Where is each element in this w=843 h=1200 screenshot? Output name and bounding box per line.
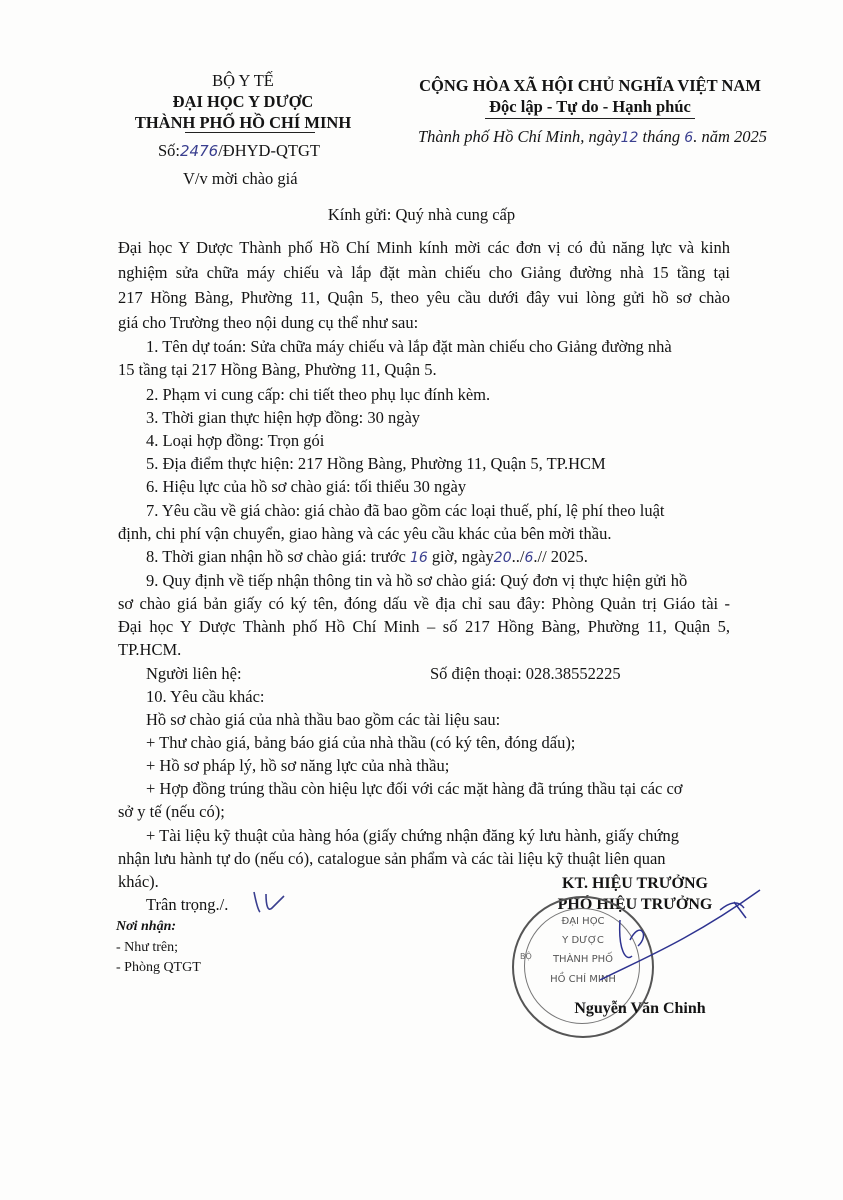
item-8-prefix: 8. Thời gian nhận hồ sơ chào giá: trước	[146, 547, 406, 566]
salutation: Kính gửi: Quý nhà cung cấp	[327, 205, 516, 224]
closing: Trân trọng./.	[146, 895, 229, 914]
place-prefix: Thành phố Hồ Chí Minh, ngày	[418, 127, 621, 146]
contact-phone: Số điện thoại: 028.38552225	[430, 664, 621, 683]
bullet-3-line-2: sở y tế (nếu có);	[118, 802, 225, 821]
item-1-line-2: 15 tầng tại 217 Hồng Bàng, Phường 11, Quận 5.	[118, 360, 437, 379]
stamp-line-3: THÀNH PHỐ	[552, 954, 614, 965]
item-8-mid: giờ, ngày	[431, 547, 494, 566]
bullet-4-line-1: + Tài liệu kỹ thuật của hàng hóa (giấy chứng nhận đăng ký lưu hành, giấy chứng	[146, 826, 679, 845]
month-label: tháng	[642, 127, 681, 146]
item-9-line-3: Đại học Y Dược Thành phố Hồ Chí Minh – số 217 Hồng Bàng, Phường 11, Quận 5,	[118, 617, 730, 636]
stamp-side: BỘ	[520, 952, 532, 961]
item-2: 2. Phạm vi cung cấp: chi tiết theo phụ lục đính kèm.	[146, 385, 491, 404]
official-signature	[560, 880, 790, 1000]
signature-role-2: PHÓ HIỆU TRƯỞNG	[557, 896, 713, 913]
document-number	[158, 140, 320, 162]
recipient-1: - Như trên;	[116, 940, 179, 955]
item-1-line-1: 1. Tên dự toán: Sửa chữa máy chiếu và lắp đặt màn chiếu cho Giảng đường nhà	[146, 337, 672, 356]
initials-signature	[250, 888, 290, 918]
date-day: 12	[620, 130, 639, 146]
item-3: 3. Thời gian thực hiện hợp đồng: 30 ngày	[146, 408, 421, 427]
number-suffix: /ĐHYD-QTGT	[218, 141, 320, 160]
university-name-line2: THÀNH PHỐ HỒ CHÍ MINH	[134, 113, 352, 132]
recipient-2: - Phòng QTGT	[116, 960, 201, 975]
item-4: 4. Loại hợp đồng: Trọn gói	[146, 431, 325, 450]
document-subject: V/v mời chào giá	[183, 169, 298, 188]
bullet-4-line-2: nhận lưu hành tự do (nếu có), catalogue sản phẩm và các tài liệu kỹ thuật liên quan	[118, 849, 666, 868]
item-8-month: 6	[524, 550, 534, 566]
item-10-intro: Hồ sơ chào giá của nhà thầu bao gồm các tài liệu sau:	[146, 710, 501, 729]
item-9-line-1: 9. Quy định về tiếp nhận thông tin và hồ sơ chào giá: Quý đơn vị thực hiện gửi hồ	[146, 571, 688, 590]
number-handwritten: 2476	[180, 142, 219, 160]
header-underline-right	[485, 118, 695, 119]
signature-role-1: KT. HIỆU TRƯỞNG	[562, 875, 708, 892]
item-8-suffix: / 2025.	[542, 547, 588, 566]
intro-line-3: 217 Hồng Bàng, Phường 11, Quận 5, theo yêu cầu dưới đây vui lòng gửi hồ sơ chào	[118, 288, 730, 307]
ministry-name: BỘ Y TẾ	[212, 71, 274, 90]
bullet-2: + Hồ sơ pháp lý, hồ sơ năng lực của nhà thầu;	[146, 756, 450, 775]
contact-label: Người liên hệ:	[146, 664, 242, 683]
intro-line-1: Đại học Y Dược Thành phố Hồ Chí Minh kính mời các đơn vị có đủ năng lực và kinh	[118, 238, 730, 257]
item-8: 8. Thời gian nhận hồ sơ chào giá: trước 16 giờ, ngày20../6.// 2025.	[146, 547, 588, 566]
item-7-line-1: 7. Yêu cầu về giá chào: giá chào đã bao gồm các loại thuế, phí, lệ phí theo luật	[146, 501, 665, 520]
item-10: 10. Yêu cầu khác:	[146, 687, 265, 706]
intro-line-2: nghiệm sửa chữa máy chiếu và lắp đặt màn chiếu cho Giảng đường nhà 15 tầng tại	[118, 263, 730, 282]
item-7-line-2: định, chi phí vận chuyển, giao hàng và các yêu cầu khác của bên mời thầu.	[118, 524, 612, 543]
stamp-line-2: Y DƯỢC	[562, 935, 604, 946]
signer-name: Nguyễn Văn Chinh	[574, 1000, 706, 1017]
nation-motto: Độc lập - Tự do - Hạnh phúc	[489, 97, 691, 116]
bullet-3-line-1: + Hợp đồng trúng thầu còn hiệu lực đối với các mặt hàng đã trúng thầu tại các cơ	[146, 779, 683, 798]
nation-title: CỘNG HÒA XÃ HỘI CHỦ NGHĨA VIỆT NAM	[419, 76, 761, 95]
stamp-line-4: HỒ CHÍ MINH	[550, 974, 616, 985]
date-year: . năm 2025	[693, 127, 767, 146]
item-6: 6. Hiệu lực của hồ sơ chào giá: tối thiểu 30 ngày	[146, 477, 467, 496]
stamp-line-1: ĐẠI HỌC	[561, 916, 605, 927]
item-5: 5. Địa điểm thực hiện: 217 Hồng Bàng, Phường 11, Quận 5, TP.HCM	[146, 454, 606, 473]
item-8-hour: 16	[409, 550, 428, 566]
header-underline-left	[185, 132, 315, 133]
recipients-title: Nơi nhận:	[116, 919, 177, 934]
place-date	[418, 126, 767, 149]
date-month: 6	[684, 130, 694, 146]
university-name-line1: ĐẠI HỌC Y DƯỢC	[172, 92, 314, 111]
item-9-line-4: TP.HCM.	[118, 640, 182, 659]
number-prefix: Số:	[158, 141, 181, 160]
item-9-line-2: sơ chào giá bản giấy có ký tên, đóng dấu về địa chỉ sau đây: Phòng Quản trị Giáo tài -	[118, 594, 730, 613]
intro-line-4: giá cho Trường theo nội dung cụ thể như sau:	[118, 313, 419, 332]
bullet-4-line-3: khác).	[118, 872, 159, 891]
item-8-day: 20	[493, 550, 512, 566]
bullet-1: + Thư chào giá, bảng báo giá của nhà thầu (có ký tên, đóng dấu);	[146, 733, 576, 752]
